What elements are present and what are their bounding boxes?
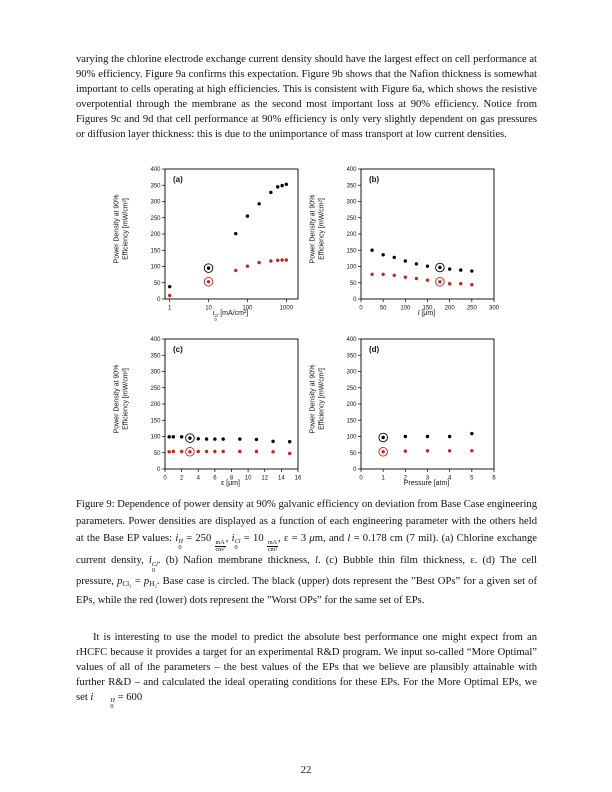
svg-text:200: 200 bbox=[444, 305, 455, 311]
svg-text:0: 0 bbox=[156, 297, 160, 303]
svg-text:4: 4 bbox=[196, 475, 200, 481]
svg-text:12: 12 bbox=[260, 475, 268, 481]
svg-text:200: 200 bbox=[149, 232, 160, 238]
svg-text:10: 10 bbox=[204, 305, 212, 311]
svg-text:(d): (d) bbox=[368, 344, 379, 354]
svg-text:350: 350 bbox=[345, 352, 356, 359]
svg-text:50: 50 bbox=[349, 450, 356, 457]
y-axis-label-line1: Power Density at 90% bbox=[113, 194, 121, 264]
scatter-plot-a bbox=[133, 164, 303, 311]
svg-text:300: 300 bbox=[149, 369, 160, 376]
x-axis-label-d: Pressure [atm] bbox=[403, 479, 450, 487]
svg-text:150: 150 bbox=[345, 248, 356, 255]
svg-text:400: 400 bbox=[345, 167, 356, 173]
svg-text:(a): (a) bbox=[172, 175, 183, 184]
scatter-plot-d bbox=[329, 334, 499, 481]
svg-text:300: 300 bbox=[345, 369, 356, 376]
y-axis-label-line2: Efficiency [mW/cm²] bbox=[122, 367, 130, 430]
plot-stack-b bbox=[329, 164, 499, 317]
svg-text:2: 2 bbox=[403, 475, 407, 481]
y-axis-label-line2: Efficiency [mW/cm²] bbox=[122, 197, 130, 260]
svg-text:100: 100 bbox=[241, 305, 252, 311]
y-axis-label bbox=[308, 194, 327, 263]
svg-text:250: 250 bbox=[345, 215, 356, 222]
y-axis-label-line2: Efficiency [mW/cm²] bbox=[318, 197, 326, 260]
svg-text:16: 16 bbox=[294, 475, 301, 481]
svg-text:300: 300 bbox=[345, 199, 356, 206]
svg-text:1000: 1000 bbox=[279, 305, 293, 311]
paragraph-2: It is interesting to use the model to predict the absolute best performance one might expect from an rHCFC because it provides a target for an experimental R&D program. We input so-called “More Optimal” values of all of the parameters – the best values of the EPs that we believe are plausibly attainable with further R&D – and calculated the ideal operating conditions for these EPs. For the More Optimal EPs, we set i H 0 = 600 bbox=[76, 631, 537, 711]
svg-text:100: 100 bbox=[149, 434, 160, 441]
y-axis-label-line1: Power Density at 90% bbox=[113, 364, 121, 433]
plot-stack-c bbox=[133, 334, 303, 487]
y-axis-label-wrap bbox=[307, 164, 329, 299]
paragraph-1: varying the chlorine electrode exchange current density should have the largest effect on cell performance at 90% efficiency. Figure 9a confirms this expectation. Figure 9b shows that the Nafion thickness is somewhat important to cells operating at high efficiencies. This is consistent with Figure 6a, which shows the resistive overpotential through the membrane as the second most important loss at 90% efficiency. Notice from Figures 9c and 9d that cell performance at 90% efficiency is only very slightly dependent on gas pressures or diffusion layer thickness: this is due to the unimportance of mass transport at low current densities. bbox=[76, 54, 537, 140]
y-axis-label bbox=[112, 364, 131, 433]
svg-text:2: 2 bbox=[179, 475, 183, 481]
svg-text:50: 50 bbox=[349, 280, 356, 287]
y-axis-label-wrap bbox=[111, 334, 133, 469]
svg-text:200: 200 bbox=[149, 401, 160, 408]
svg-text:0: 0 bbox=[358, 475, 363, 481]
svg-text:100: 100 bbox=[345, 434, 356, 441]
svg-text:250: 250 bbox=[149, 215, 160, 222]
svg-text:150: 150 bbox=[345, 417, 356, 424]
svg-text:10: 10 bbox=[244, 475, 251, 481]
y-axis-label-wrap bbox=[111, 164, 133, 299]
svg-text:1: 1 bbox=[380, 475, 385, 481]
svg-text:350: 350 bbox=[345, 183, 356, 190]
figure-9 bbox=[76, 164, 537, 487]
svg-text:6: 6 bbox=[491, 475, 496, 481]
svg-text:(b): (b) bbox=[368, 175, 379, 184]
svg-text:150: 150 bbox=[149, 248, 160, 255]
svg-text:0: 0 bbox=[162, 475, 167, 481]
svg-text:0: 0 bbox=[156, 466, 160, 473]
scatter-plot-c bbox=[133, 334, 303, 481]
svg-text:50: 50 bbox=[379, 305, 387, 311]
svg-text:6: 6 bbox=[212, 475, 217, 481]
svg-text:400: 400 bbox=[149, 336, 160, 343]
svg-text:200: 200 bbox=[345, 232, 356, 238]
y-axis-label-line1: Power Density at 90% bbox=[309, 194, 317, 264]
y-axis-label-wrap bbox=[307, 334, 329, 469]
svg-text:100: 100 bbox=[399, 305, 410, 311]
y-axis-label-line2: Efficiency [mW/cm²] bbox=[318, 367, 326, 430]
subplot-b bbox=[307, 164, 503, 322]
svg-text:5: 5 bbox=[469, 475, 474, 481]
svg-text:250: 250 bbox=[149, 385, 160, 392]
y-axis-label bbox=[112, 194, 131, 263]
subplot-c bbox=[111, 334, 307, 487]
svg-text:400: 400 bbox=[345, 336, 356, 343]
figure-caption: Figure 9: Dependence of power density at 90% galvanic efficiency on deviation from Base Case engineering parameters. Power densities are displayed as a function of each engineering parameter with the others held at the Base EP values: i H 0 = 250 $\frac{mA}{\text{cm²}}$ , i Cl 0 = 10 $\frac{mA}{\text{cm²}}$ , ε = 3 μm, and l = 0.178 cm (7 mil). (a) Chlorine exchange current density, i Cl 0 . (b) Nafion membrane thickness, l. (c) Bubble thin film thickness, ε. (d) The cell pressure, pCl₂ = pH₂. Base case is circled. The black (upper) dots represent the ”Best OPs” for a given set of EPs, while the red (lower) dots represent the ”Worst OPs” for the same set of EPs. bbox=[76, 498, 537, 606]
svg-text:(c): (c) bbox=[172, 344, 183, 354]
svg-text:3: 3 bbox=[425, 475, 429, 481]
svg-text:8: 8 bbox=[229, 475, 233, 481]
svg-text:100: 100 bbox=[345, 264, 356, 271]
svg-text:200: 200 bbox=[345, 401, 356, 408]
plot-stack-a bbox=[133, 164, 303, 322]
svg-text:50: 50 bbox=[153, 280, 160, 287]
svg-text:250: 250 bbox=[345, 385, 356, 392]
x-axis-label-b: l [μm] bbox=[417, 310, 436, 317]
page-number: 22 bbox=[300, 765, 312, 776]
svg-text:1: 1 bbox=[167, 305, 171, 311]
x-axis-label-a: i Cl 0 [mA/cm²] bbox=[212, 310, 249, 322]
svg-text:50: 50 bbox=[153, 450, 160, 457]
plot-stack-d bbox=[329, 334, 499, 487]
svg-text:350: 350 bbox=[149, 352, 160, 359]
subplot-d bbox=[307, 334, 503, 487]
svg-text:4: 4 bbox=[447, 475, 451, 481]
svg-text:0: 0 bbox=[358, 305, 363, 311]
svg-text:300: 300 bbox=[488, 305, 499, 311]
scatter-plot-b bbox=[329, 164, 499, 311]
y-axis-label-line1: Power Density at 90% bbox=[309, 364, 317, 433]
svg-text:400: 400 bbox=[149, 167, 160, 173]
svg-text:0: 0 bbox=[352, 297, 356, 303]
svg-text:150: 150 bbox=[149, 417, 160, 424]
svg-text:0: 0 bbox=[352, 466, 356, 473]
x-axis-label-c: ε [μm] bbox=[221, 479, 240, 487]
svg-text:100: 100 bbox=[149, 264, 160, 271]
svg-text:300: 300 bbox=[149, 199, 160, 206]
y-axis-label bbox=[308, 364, 327, 433]
subplot-a bbox=[111, 164, 307, 322]
svg-text:14: 14 bbox=[277, 475, 285, 481]
svg-text:150: 150 bbox=[421, 305, 433, 311]
svg-text:250: 250 bbox=[466, 305, 477, 311]
svg-text:350: 350 bbox=[149, 183, 160, 190]
